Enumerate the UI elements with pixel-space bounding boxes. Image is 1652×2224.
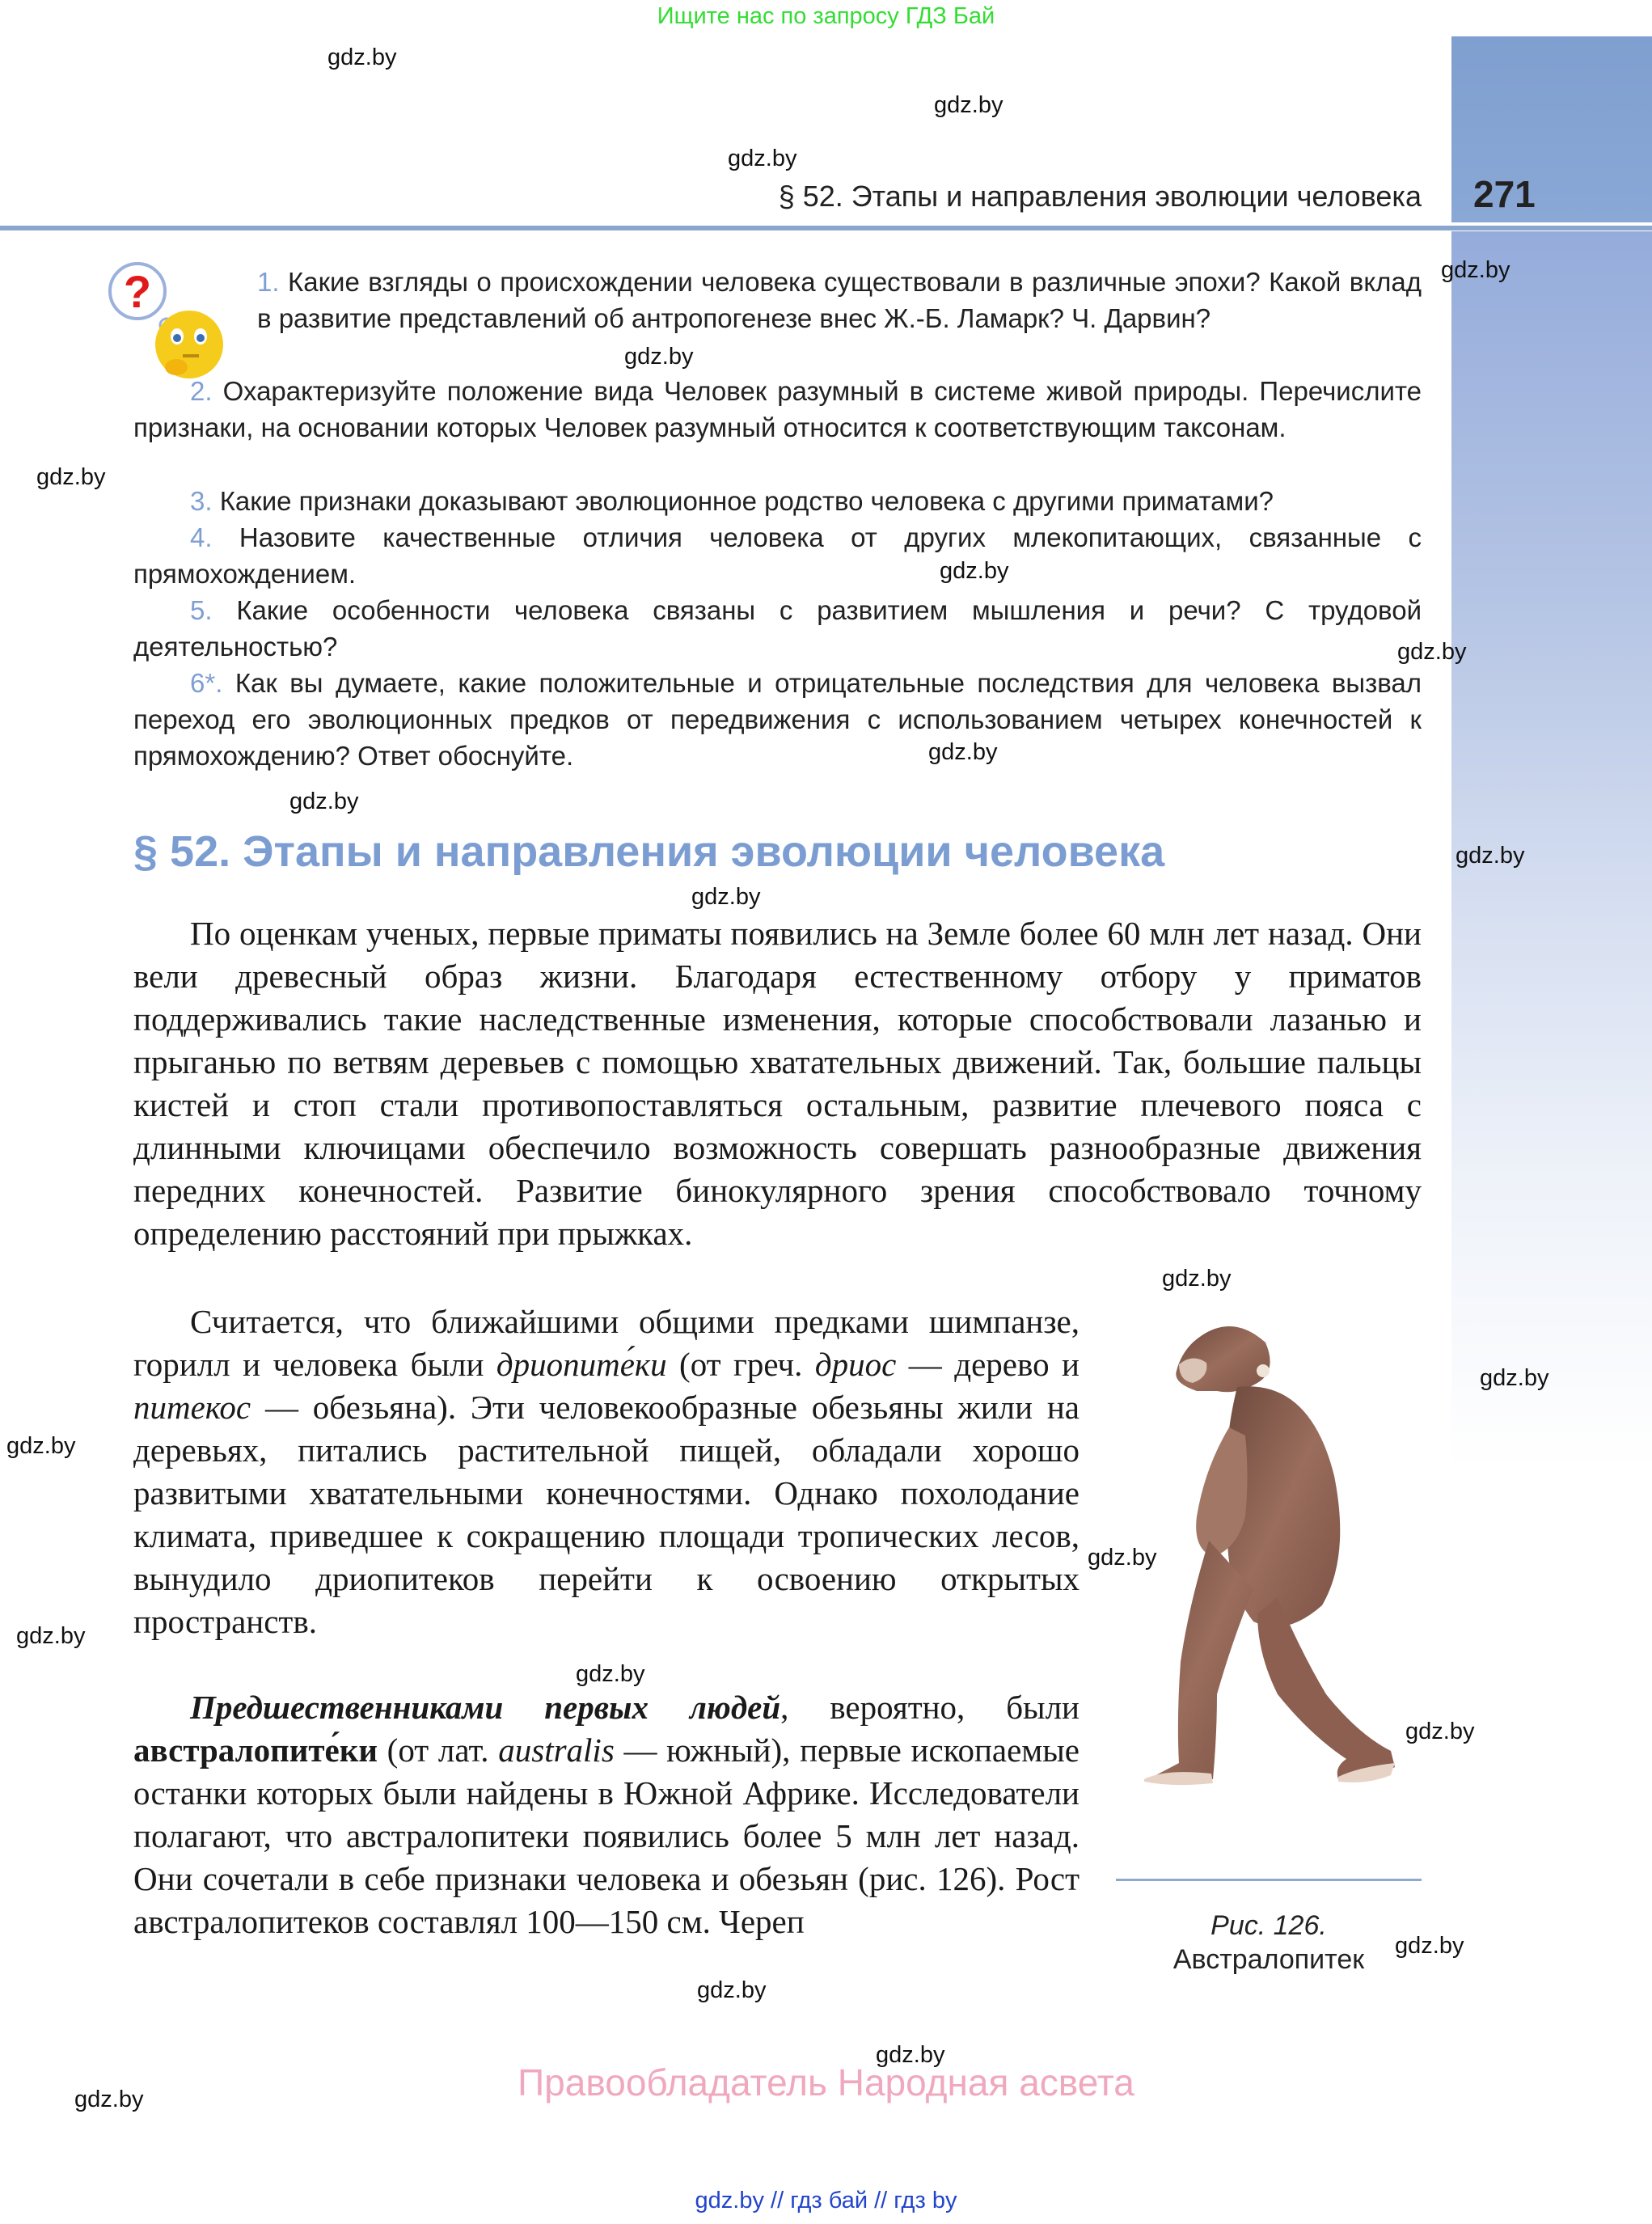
watermark: gdz.by [1456,843,1525,869]
term-dryopithecus: дриопите́ки [496,1346,667,1383]
term-australopithecus: австралопите́ки [133,1731,378,1769]
watermark: gdz.by [934,92,1003,118]
sidebar-gradient [1451,231,1652,1687]
watermark: gdz.by [1405,1719,1475,1744]
watermark: gdz.by [1395,1933,1464,1959]
australopithecus-illustration [1116,1314,1423,1840]
caption-divider [1116,1879,1422,1881]
watermark: gdz.by [1397,639,1467,665]
watermark: gdz.by [16,1623,86,1649]
watermark: gdz.by [1088,1545,1157,1571]
running-header-title: § 52. Этапы и направления эволюции человека [778,180,1422,213]
watermark: gdz.by [940,558,1009,584]
watermark: gdz.by [576,1661,645,1687]
figure-number: Рис. 126. [1210,1910,1327,1941]
question-5: 5. Какие особенности человека связаны с развитием мышления и речи? С трудовой деятельностью? [133,595,1422,662]
figure-caption [1116,1909,1422,1977]
paragraph-1: По оценкам ученых, первые приматы появились на Земле более 60 млн лет назад. Они вели древесный образ жизни. Благодаря естественному отбору у приматов поддерживались такие наследственные изменения, которые способствовали лазанью и прыганью по ветвям деревьев с помощью хватательных движений. Так, большие пальцы кистей и стоп стали противопоставляться остальным, развитие плечевого пояса с длинными ключицами обеспечило возможность совершать разнообразные движения передних конечностей. Развитие бинокулярного зрения способствовало точному определению расстояний при прыжках. [133,915,1422,1252]
watermark: gdz.by [289,789,359,814]
svg-text:?: ? [123,266,152,317]
watermark: gdz.by [928,739,998,765]
watermark: gdz.by [327,44,397,70]
watermark: gdz.by [876,2042,945,2068]
paragraph-2: Считается, что ближайшими общими предками шимпанзе, горилл и человека были дриопите́ки (от греч. дриос — дерево и питекос — обезьяна). Эти человекообразные обезьяны жили на деревьях, питались растительной пищей, обладали хорошо развитыми хватательными конечностями. Однако похолодание климата, приведшее к сокращению площади тропических лесов, вынудило дриопитеков перейти к освоению открытых пространств. [133,1303,1080,1640]
watermark: gdz.by [74,2087,144,2112]
copyright-notice: Правообладатель Народная асвета [518,2061,1134,2103]
watermark: gdz.by [1162,1266,1232,1292]
search-notice: Ищите нас по запросу ГДЗ Бай [657,3,995,29]
question-3: 3. Какие признаки доказывают эволюционное родство человека с другими приматами? [190,486,1274,516]
watermark: gdz.by [36,464,106,490]
header-divider [0,226,1652,230]
watermark: gdz.by [1441,257,1510,283]
question-4: 4. Назовите качественные отличия человека от других млекопитающих, связанные с прямохождением. [133,522,1422,589]
question-2: 2. Охарактеризуйте положение вида Человек разумный в системе живой природы. Перечислите признаки, на основании которых Человек разумный относится к соответствующим таксонам. [133,376,1422,442]
paragraph-3: Предшественниками первых людей, вероятно, были австралопите́ки (от лат. australis — южный), первые ископаемые останки которых были найдены в Южной Африке. Исследователи полагают, что австралопитеки появились более 5 млн лет назад. Они сочетали в себе признаки человека и обезьян (рис. 126). Рост австралопитеков составлял 100—150 см. Череп [133,1689,1080,1940]
watermark: gdz.by [691,884,761,910]
watermark: gdz.by [1480,1365,1549,1391]
question-6: 6*. Как вы думаете, какие положительные и отрицательные последствия для человека вызвал переход его эволюционных предков от передвижения с использованием четырех конечностей к прямохождению? Ответ обоснуйте. [133,668,1422,771]
watermark: gdz.by [6,1433,76,1459]
emphasis-predecessors: Предшественниками первых людей [190,1689,781,1726]
section-heading: § 52. Этапы и направления эволюции человека [133,827,1165,876]
figure-caption-text: Австралопитек [1172,1944,1365,1975]
question-1: 1. Какие взгляды о происхождении человека существовали в различные эпохи? Какой вклад в развитие представлений об антропогенезе внес Ж.-Б. Ламарк? Ч. Дарвин? [257,267,1422,333]
watermark: gdz.by [728,146,797,171]
watermark: gdz.by [624,344,694,370]
footer-site-links[interactable]: gdz.by // гдз бай // гдз by [695,2188,957,2213]
page-number: 271 [1473,173,1536,215]
watermark: gdz.by [697,1977,767,2003]
question-thinking-smiley-icon [99,257,228,378]
